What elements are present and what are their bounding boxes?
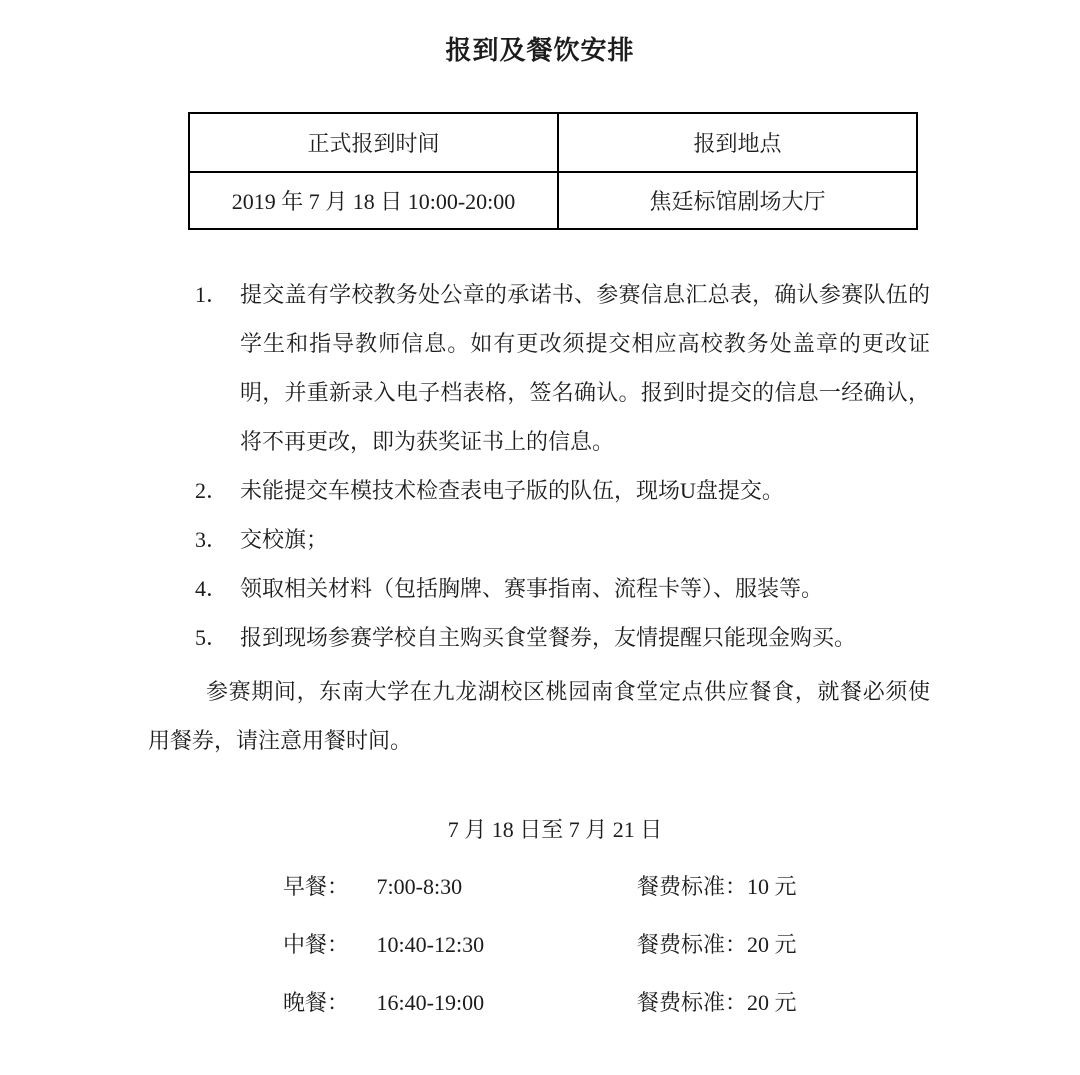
numbered-list	[148, 270, 930, 662]
list-item	[148, 564, 930, 613]
list-item-number: 2．	[195, 478, 229, 503]
meal-time: 16:40-19:00	[376, 990, 485, 1015]
meal-time: 7:00-8:30	[376, 874, 463, 899]
meal-date-range: 7 月 18 日至 7 月 21 日	[447, 817, 663, 842]
meal-row-breakfast	[148, 858, 930, 916]
list-item-text: 领取相关材料（包括胸牌、赛事指南、流程卡等）、服装等。	[240, 576, 824, 601]
list-item	[148, 613, 930, 662]
list-item-number: 4．	[195, 576, 229, 601]
meal-name: 早餐：	[283, 874, 350, 899]
meal-name: 晚餐：	[283, 990, 350, 1015]
meal-schedule	[148, 858, 930, 1032]
list-item	[148, 270, 930, 466]
meal-time: 10:40-12:30	[376, 932, 485, 957]
meal-row-dinner	[148, 974, 930, 1032]
table-cell-time: 2019 年 7 月 18 日 10:00-20:00	[189, 172, 558, 229]
list-item-text: 提交盖有学校教务处公章的承诺书、参赛信息汇总表，确认参赛队伍的学生和指导教师信息。如有更改须提交相应高校教务处盖章的更改证明，并重新录入电子档表格，签名确认。报到时提交的信息一经确认，将不再更改，即为获奖证书上的信息。	[240, 282, 930, 454]
table-header-location: 报到地点	[558, 113, 917, 172]
list-item-number: 5．	[195, 625, 229, 650]
list-item-text: 交校旗；	[240, 527, 329, 552]
registration-table	[188, 112, 918, 230]
list-item	[148, 515, 930, 564]
meal-info-paragraph: 参赛期间，东南大学在九龙湖校区桃园南食堂定点供应餐食，就餐必须使用餐券，请注意用餐时间。	[148, 679, 930, 753]
list-item	[148, 466, 930, 515]
meal-name: 中餐：	[283, 932, 350, 957]
list-item-text: 报到现场参赛学校自主购买食堂餐券，友情提醒只能现金购买。	[240, 625, 857, 650]
table-header-time: 正式报到时间	[189, 113, 558, 172]
table-cell-location: 焦廷标馆剧场大厅	[558, 172, 917, 229]
page-title: 报到及餐饮安排	[445, 36, 635, 65]
list-item-number: 3．	[195, 527, 229, 552]
table-header-row	[189, 113, 917, 172]
meal-fee: 餐费标准：20 元	[637, 990, 797, 1015]
meal-row-lunch	[148, 916, 930, 974]
meal-fee: 餐费标准：10 元	[637, 874, 797, 899]
list-item-text: 未能提交车模技术检查表电子版的队伍，现场U盘提交。	[240, 478, 784, 503]
table-data-row	[189, 172, 917, 229]
meal-fee: 餐费标准：20 元	[637, 932, 797, 957]
list-item-number: 1．	[195, 282, 229, 307]
